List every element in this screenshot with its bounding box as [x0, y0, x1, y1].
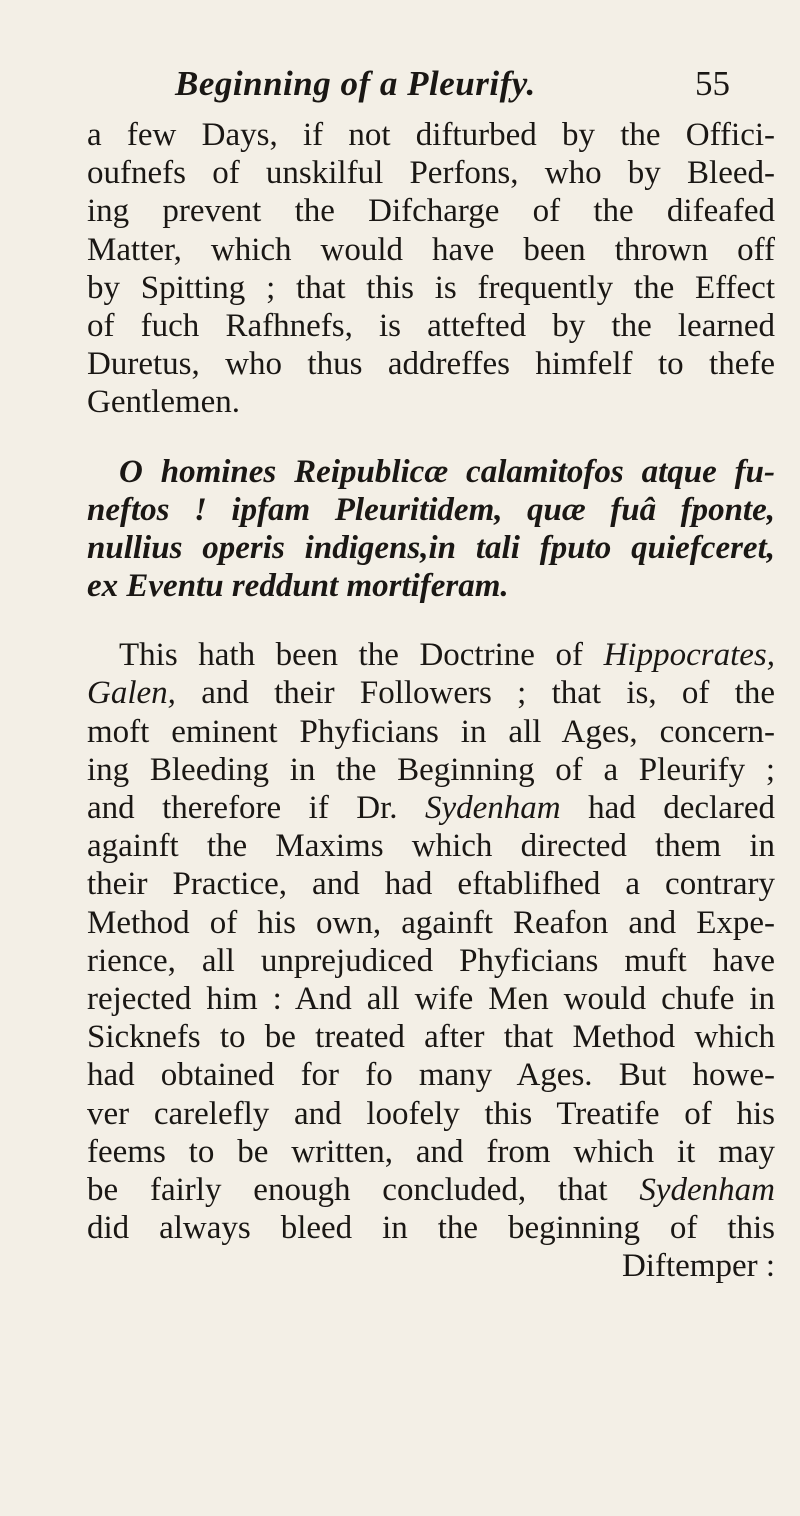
catchword-line: Diftemper : — [621, 1248, 775, 1285]
name-galen: Galen, — [87, 675, 176, 712]
text-line: of fuch Rafhnefs, is attefted by the learned — [87, 307, 775, 344]
latin-quotation — [87, 453, 775, 606]
text-line: ver carelefly and loofely this Treatife of his — [87, 1095, 775, 1132]
text-line: Gentlemen. — [87, 384, 241, 421]
quotation-line: O homines Reipublicæ calamitofos atque fu- — [119, 453, 775, 490]
paragraph-2 — [87, 636, 775, 1285]
text-line: Method of his own, againft Reafon and Expe- — [87, 904, 775, 941]
text-line: againft the Maxims which directed them in — [87, 828, 775, 865]
text-line: ing Bleeding in the Beginning of a Pleurify ; — [87, 751, 775, 788]
page-number: 55 — [695, 64, 730, 103]
text-line — [87, 789, 775, 827]
text-line: moft eminent Phyficians in all Ages, concern- — [87, 713, 775, 750]
quotation-line: nullius operis indigens,in tali fputo quiefceret, — [87, 529, 775, 566]
text-span: and therefore if Dr. — [87, 790, 426, 826]
text-line: by Spitting ; that this is frequently the Effect — [87, 269, 775, 306]
name-sydenham: Sydenham — [425, 790, 561, 826]
text-span: This hath been the Doctrine of — [119, 637, 604, 674]
text-line: rience, all unprejudiced Phyficians muft have — [87, 942, 775, 979]
quotation-line: neftos ! ipfam Pleuritidem, quæ fuâ fponte, — [87, 491, 775, 528]
name-sydenham: Sydenham — [639, 1171, 775, 1208]
text-line: Sicknefs to be treated after that Method which — [87, 1019, 775, 1056]
text-line: Matter, which would have been thrown off — [87, 231, 775, 268]
text-line — [87, 674, 775, 712]
text-line: feems to be written, and from which it may — [87, 1133, 775, 1170]
text-span: be fairly enough concluded, that — [87, 1171, 640, 1208]
text-line: rejected him : And all wife Men would chufe in — [87, 980, 775, 1017]
paragraph-1 — [87, 116, 775, 422]
name-hippocrates: Hippocrates, — [603, 637, 775, 674]
text-line — [87, 636, 775, 674]
paragraph-gap — [87, 422, 775, 453]
text-line: their Practice, and had eftablifhed a contrary — [87, 866, 775, 903]
body-text — [87, 116, 775, 1285]
running-head — [175, 64, 775, 108]
running-title: Beginning of a Pleurify. — [175, 64, 536, 103]
text-line: did always bleed in the beginning of this — [87, 1210, 775, 1247]
text-line — [87, 1171, 775, 1209]
text-line: oufnefs of unskilful Perfons, who by Bleed- — [87, 155, 775, 192]
text-line: had obtained for fo many Ages. But howe- — [87, 1057, 775, 1094]
quotation-line: ex Eventu reddunt mortiferam. — [87, 568, 509, 605]
text-line: Duretus, who thus addreffes himfelf to thefe — [87, 346, 775, 383]
text-line: ing prevent the Difcharge of the difeafed — [87, 193, 775, 230]
text-span: and their Followers ; that is, of the — [175, 675, 775, 712]
paragraph-gap — [87, 605, 775, 636]
text-line: a few Days, if not difturbed by the Offici- — [87, 117, 775, 153]
text-span: had declared — [560, 790, 775, 826]
